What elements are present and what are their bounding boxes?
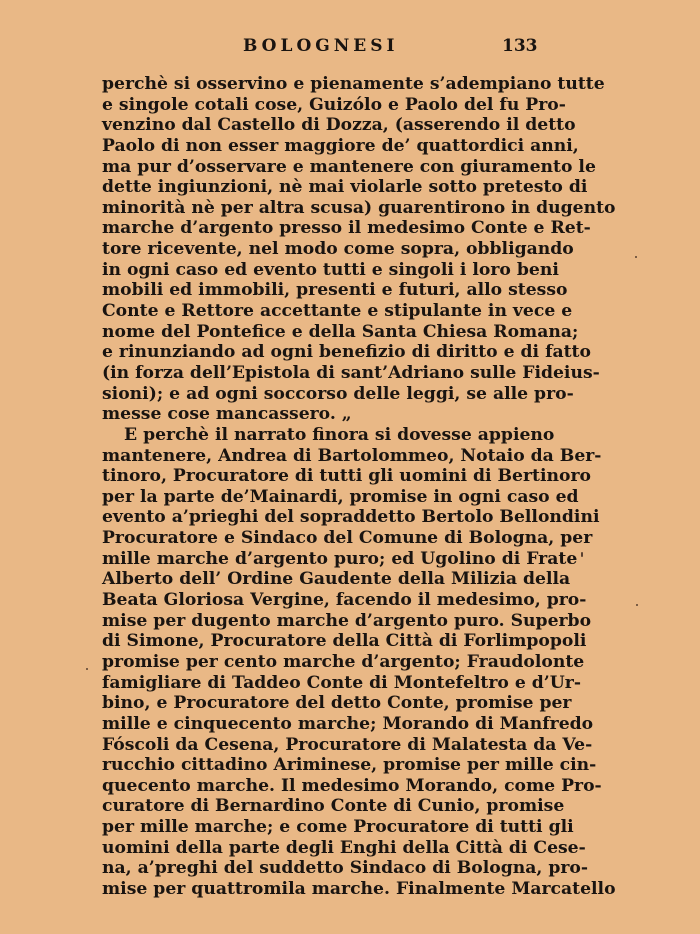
text-line: Procuratore e Sindaco del Comune di Bologna, per (102, 528, 593, 549)
text-line: (in forza dell’Epistola di sant’Adriano sulle Fideius- (102, 362, 600, 383)
text-line: dette ingiunzioni, nè mai violarle sotto pretesto di (102, 177, 588, 198)
text-line: mise per dugento marche d’argento puro. Superbo (102, 610, 592, 631)
text-line: tore ricevente, nel modo come sopra, obbligando (102, 239, 574, 260)
text-line: promise per cento marche d’argento; Fraudolonte (102, 651, 585, 672)
text-line: Beata Gloriosa Vergine, facendo il medesimo, pro- (102, 590, 587, 611)
text-line: nome del Pontefice e della Santa Chiesa Romana; (102, 321, 579, 342)
text-line: rucchio cittadino Ariminese, promise per mille cin- (102, 755, 597, 776)
text-line: tinoro, Procuratore di tutti gli uomini di Bertinoro (102, 466, 591, 487)
text-line: curatore di Bernardino Conte di Cunio, promise (102, 796, 565, 817)
text-line: mille e cinquecento marche; Morando di Manfredo (102, 713, 594, 734)
text-line: mise per quattromila marche. Finalmente Marcatello (102, 878, 616, 899)
text-line: Alberto dell’ Ordine Gaudente della Milizia della (102, 569, 571, 590)
paper-speck (636, 604, 638, 606)
text-line: Paolo di non esser maggiore de’ quattordici anni, (102, 135, 579, 156)
text-line: e rinunziando ad ogni benefizio di diritto e di fatto (102, 342, 591, 363)
text-line: minorità nè per altra scusa) guarentirono in dugento (102, 197, 616, 218)
text-line: bino, e Procuratore del detto Conte, promise per (102, 693, 572, 714)
text-line: mantenere, Andrea di Bartolommeo, Notaio da Ber- (102, 445, 602, 466)
text-line: evento a’prieghi del sopraddetto Bertolo Bellondini (102, 507, 600, 528)
text-line: mille marche d’argento puro; ed Ugolino di Frate (102, 548, 578, 569)
running-title: BOLOGNESI (243, 36, 399, 56)
text-line: famigliare di Taddeo Conte di Montefeltro e d’Ur- (102, 672, 581, 693)
text-line: perchè si osservino e pienamente s’adempiano tutte (102, 74, 605, 94)
text-line-paragraph-end: messe cose mancassero. „ (102, 404, 352, 425)
text-line-paragraph-start: E perchè il narrato finora si dovesse appieno (124, 424, 555, 445)
text-line: in ogni caso ed evento tutti e singoli i loro beni (102, 259, 559, 280)
text-line: marche d’argento presso il medesimo Conte e Ret- (102, 218, 591, 239)
body-text (102, 74, 616, 900)
text-line: per mille marche; e come Procuratore di tutti gli (102, 817, 574, 838)
text-line: na, a’preghi del suddetto Sindaco di Bologna, pro- (102, 858, 589, 879)
text-line: Fóscoli da Cesena, Procuratore di Malatesta da Ve- (102, 734, 593, 755)
text-line: e singole cotali cose, Guizólo e Paolo del fu Pro- (102, 94, 566, 115)
paper-speck (581, 552, 583, 557)
text-line: mobili ed immobili, presenti e futuri, allo stesso (102, 280, 568, 301)
text-line: venzino dal Castello di Dozza, (asserendo il detto (102, 115, 576, 136)
paper-speck (86, 668, 88, 670)
text-line: uomini della parte degli Enghi della Città di Cese- (102, 837, 586, 858)
text-line: sioni); e ad ogni soccorso delle leggi, se alle pro- (102, 383, 574, 404)
text-line: quecento marche. Il medesimo Morando, come Pro- (102, 775, 602, 796)
text-line: ma pur d’osservare e mantenere con giuramento le (102, 156, 596, 177)
page-number: 133 (502, 36, 538, 56)
text-line: per la parte de’Mainardi, promise in ogni caso ed (102, 486, 579, 507)
text-line: di Simone, Procuratore della Città di Forlimpopoli (102, 631, 587, 652)
running-head (0, 36, 700, 62)
text-line: Conte e Rettore accettante e stipulante in vece e (102, 301, 573, 322)
paper-speck (635, 256, 637, 258)
